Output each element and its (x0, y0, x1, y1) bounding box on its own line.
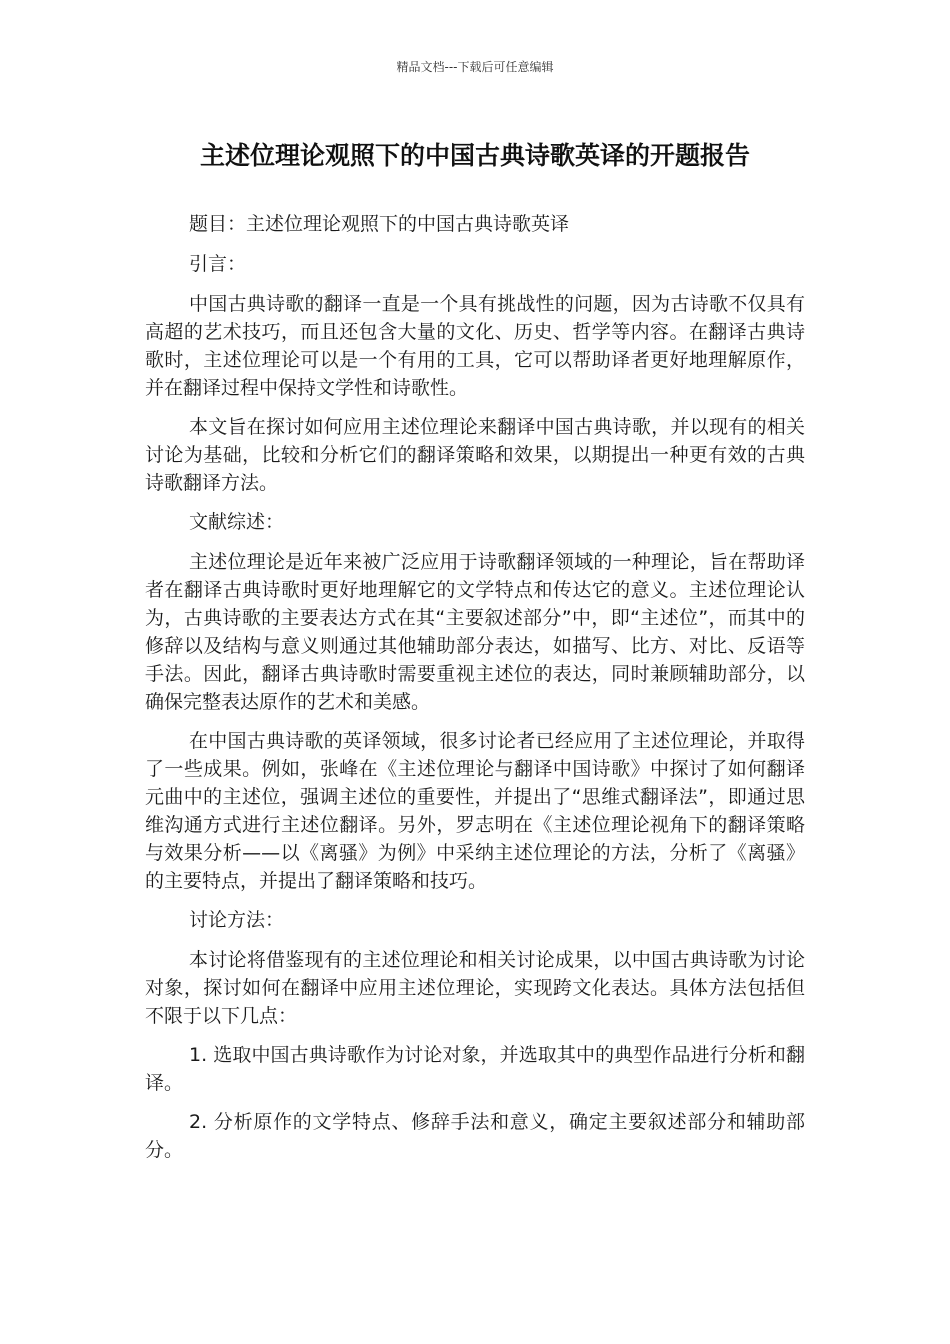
document-title: 主述位理论观照下的中国古典诗歌英译的开题报告 (199, 141, 750, 170)
document-body (145, 210, 805, 1175)
section-heading-introduction: 引言： (189, 253, 247, 275)
introduction-paragraph-1: 中国古典诗歌的翻译一直是一个具有挑战性的问题，因为古诗歌不仅具有高超的艺术技巧，而且还包含大量的文化、历史、哲学等内容。在翻译古典诗歌时，主述位理论可以是一个有用的工具，它可以帮助译者更好地理解原作，并在翻译过程中保持文学性和诗歌性。 (145, 293, 805, 399)
method-paragraph: 本讨论将借鉴现有的主述位理论和相关讨论成果，以中国古典诗歌为讨论对象，探讨如何在翻译中应用主述位理论，实现跨文化表达。具体方法包括但不限于以下几点： (145, 949, 805, 1027)
method-item-2: 2. 分析原作的文学特点、修辞手法和意义，确定主要叙述部分和辅助部分。 (145, 1111, 805, 1161)
section-heading-literature-review: 文献综述： (189, 511, 285, 533)
method-item-1: 1. 选取中国古典诗歌作为讨论对象，并选取其中的典型作品进行分析和翻译。 (145, 1044, 805, 1094)
topic-line: 题目：主述位理论观照下的中国古典诗歌英译 (189, 213, 570, 235)
introduction-paragraph-2: 本文旨在探讨如何应用主述位理论来翻译中国古典诗歌，并以现有的相关讨论为基础，比较和分析它们的翻译策略和效果，以期提出一种更有效的古典诗歌翻译方法。 (145, 416, 805, 494)
header-note: 精品文档---下载后可任意编辑 (396, 60, 554, 74)
literature-paragraph-1: 主述位理论是近年来被广泛应用于诗歌翻译领域的一种理论，旨在帮助译者在翻译古典诗歌时更好地理解它的文学特点和传达它的意义。主述位理论认为，古典诗歌的主要表达方式在其“主要叙述部分”中，即“主述位”，而其中的修辞以及结构与意义则通过其他辅助部分表达，如描写、比方、对比、反语等手法。因此，翻译古典诗歌时需要重视主述位的表达，同时兼顾辅助部分，以确保完整表达原作的艺术和美感。 (145, 551, 805, 713)
section-heading-method: 讨论方法： (189, 909, 285, 931)
literature-paragraph-2: 在中国古典诗歌的英译领域，很多讨论者已经应用了主述位理论，并取得了一些成果。例如，张峰在《主述位理论与翻译中国诗歌》中探讨了如何翻译元曲中的主述位，强调主述位的重要性，并提出了“思维式翻译法”，即通过思维沟通方式进行主述位翻译。另外，罗志明在《主述位理论视角下的翻译策略与效果分析——以《离骚》为例》中采纳主述位理论的方法，分析了《离骚》的主要特点，并提出了翻译策略和技巧。 (145, 730, 805, 892)
